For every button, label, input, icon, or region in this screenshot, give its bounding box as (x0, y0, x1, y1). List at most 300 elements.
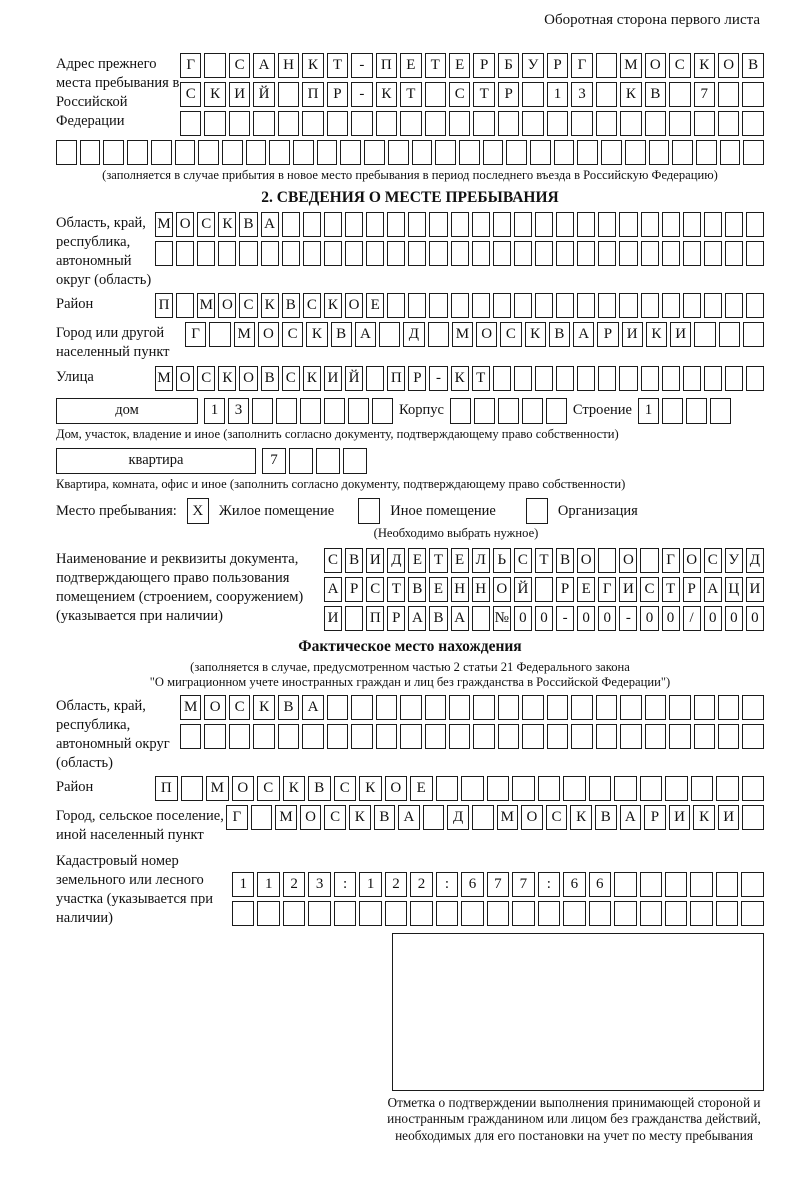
char-box[interactable]: А (355, 322, 376, 347)
char-box[interactable]: Е (449, 53, 470, 78)
char-box[interactable] (127, 140, 148, 165)
char-box[interactable] (324, 398, 345, 424)
char-box[interactable] (423, 805, 445, 830)
char-box[interactable]: А (302, 695, 323, 720)
char-box[interactable] (425, 111, 446, 136)
char-box[interactable]: В (308, 776, 331, 801)
checkbox-org[interactable] (526, 498, 548, 524)
char-box[interactable] (449, 111, 470, 136)
char-box[interactable] (720, 140, 741, 165)
char-box[interactable] (229, 724, 250, 749)
char-box[interactable] (408, 293, 426, 318)
char-box[interactable]: 7 (487, 872, 509, 897)
char-box[interactable] (493, 366, 511, 391)
char-box[interactable]: К (253, 695, 274, 720)
char-box[interactable]: 3 (308, 872, 330, 897)
char-box[interactable] (229, 111, 250, 136)
char-box[interactable] (252, 398, 273, 424)
char-box[interactable]: П (366, 606, 384, 631)
char-box[interactable] (80, 140, 101, 165)
char-box[interactable] (547, 695, 568, 720)
char-box[interactable] (556, 366, 574, 391)
char-box[interactable] (742, 805, 764, 830)
char-box[interactable] (498, 398, 519, 424)
char-box[interactable]: В (331, 322, 352, 347)
char-box[interactable]: А (408, 606, 426, 631)
char-box[interactable]: С (197, 366, 215, 391)
char-box[interactable]: Р (498, 82, 519, 107)
char-box[interactable] (372, 398, 393, 424)
char-box[interactable]: 1 (232, 872, 254, 897)
char-box[interactable] (103, 140, 124, 165)
char-box[interactable]: 1 (257, 872, 279, 897)
char-box[interactable] (577, 241, 595, 266)
char-box[interactable] (746, 293, 764, 318)
char-box[interactable] (351, 111, 372, 136)
char-box[interactable] (257, 901, 279, 926)
char-box[interactable] (222, 140, 243, 165)
char-box[interactable] (742, 695, 763, 720)
char-box[interactable] (563, 776, 586, 801)
char-box[interactable] (662, 212, 680, 237)
char-box[interactable] (690, 901, 712, 926)
char-box[interactable] (449, 695, 470, 720)
char-box[interactable] (155, 241, 173, 266)
char-box[interactable] (716, 776, 739, 801)
char-box[interactable] (385, 901, 407, 926)
char-box[interactable] (625, 140, 646, 165)
char-box[interactable] (327, 724, 348, 749)
char-box[interactable]: Н (472, 577, 490, 602)
char-box[interactable] (278, 82, 299, 107)
char-box[interactable] (746, 366, 764, 391)
char-box[interactable]: Е (410, 776, 433, 801)
char-box[interactable]: В (549, 322, 570, 347)
char-box[interactable] (302, 111, 323, 136)
char-box[interactable] (425, 695, 446, 720)
char-box[interactable] (400, 724, 421, 749)
char-box[interactable] (387, 293, 405, 318)
char-box[interactable] (253, 111, 274, 136)
char-box[interactable] (429, 212, 447, 237)
char-box[interactable]: 0 (704, 606, 722, 631)
char-box[interactable] (571, 111, 592, 136)
char-box[interactable] (665, 872, 687, 897)
char-box[interactable]: М (206, 776, 229, 801)
char-box[interactable] (563, 901, 585, 926)
char-box[interactable] (725, 366, 743, 391)
char-box[interactable]: 1 (204, 398, 225, 424)
char-box[interactable] (388, 140, 409, 165)
char-box[interactable]: О (577, 548, 595, 573)
char-box[interactable]: 1 (359, 872, 381, 897)
char-box[interactable] (412, 140, 433, 165)
char-box[interactable]: О (521, 805, 543, 830)
char-box[interactable]: В (239, 212, 257, 237)
char-box[interactable] (538, 776, 561, 801)
char-box[interactable] (547, 724, 568, 749)
char-box[interactable]: К (376, 82, 397, 107)
char-box[interactable]: Й (253, 82, 274, 107)
char-box[interactable]: С (334, 776, 357, 801)
char-box[interactable] (696, 140, 717, 165)
char-box[interactable] (641, 366, 659, 391)
char-box[interactable]: С (546, 805, 568, 830)
char-box[interactable]: : (436, 872, 458, 897)
char-box[interactable]: К (349, 805, 371, 830)
char-box[interactable] (690, 872, 712, 897)
char-box[interactable] (180, 724, 201, 749)
char-box[interactable] (425, 724, 446, 749)
char-box[interactable] (589, 901, 611, 926)
char-box[interactable] (483, 140, 504, 165)
char-box[interactable] (514, 293, 532, 318)
char-box[interactable] (741, 901, 763, 926)
char-box[interactable]: М (452, 322, 473, 347)
char-box[interactable] (704, 212, 722, 237)
char-box[interactable]: Р (547, 53, 568, 78)
char-box[interactable] (327, 111, 348, 136)
char-box[interactable] (400, 695, 421, 720)
char-box[interactable]: С (324, 805, 346, 830)
char-box[interactable]: К (204, 82, 225, 107)
char-box[interactable]: В (278, 695, 299, 720)
char-box[interactable]: М (497, 805, 519, 830)
char-box[interactable]: О (345, 293, 363, 318)
char-box[interactable]: Т (535, 548, 553, 573)
char-box[interactable] (435, 140, 456, 165)
char-box[interactable]: Т (429, 548, 447, 573)
char-box[interactable] (640, 901, 662, 926)
char-box[interactable]: С (229, 695, 250, 720)
char-box[interactable]: П (376, 53, 397, 78)
char-box[interactable]: Е (408, 548, 426, 573)
char-box[interactable]: Е (429, 577, 447, 602)
char-box[interactable]: Т (472, 366, 490, 391)
char-box[interactable] (662, 241, 680, 266)
char-box[interactable] (303, 212, 321, 237)
char-box[interactable] (716, 872, 738, 897)
char-box[interactable] (596, 111, 617, 136)
char-box[interactable]: Г (180, 53, 201, 78)
char-box[interactable]: И (324, 366, 342, 391)
char-box[interactable] (473, 111, 494, 136)
char-box[interactable] (743, 322, 764, 347)
char-box[interactable] (410, 901, 432, 926)
char-box[interactable]: И (324, 606, 342, 631)
char-box[interactable]: 0 (535, 606, 553, 631)
char-box[interactable] (376, 111, 397, 136)
char-box[interactable]: П (155, 776, 178, 801)
char-box[interactable] (725, 241, 743, 266)
char-box[interactable] (641, 293, 659, 318)
char-box[interactable] (530, 140, 551, 165)
char-box[interactable] (429, 241, 447, 266)
char-box[interactable] (459, 140, 480, 165)
char-box[interactable]: О (493, 577, 511, 602)
char-box[interactable] (718, 695, 739, 720)
char-box[interactable] (741, 872, 763, 897)
char-box[interactable]: / (683, 606, 701, 631)
char-box[interactable] (429, 293, 447, 318)
char-box[interactable]: П (155, 293, 173, 318)
char-box[interactable] (669, 695, 690, 720)
char-box[interactable] (175, 140, 196, 165)
char-box[interactable] (716, 901, 738, 926)
char-box[interactable]: 0 (746, 606, 764, 631)
char-box[interactable]: С (180, 82, 201, 107)
char-box[interactable] (718, 111, 739, 136)
char-box[interactable]: 7 (694, 82, 715, 107)
char-box[interactable] (282, 212, 300, 237)
char-box[interactable] (366, 241, 384, 266)
char-box[interactable] (596, 82, 617, 107)
char-box[interactable]: И (718, 805, 740, 830)
char-box[interactable] (704, 293, 722, 318)
char-box[interactable] (498, 695, 519, 720)
char-box[interactable]: 0 (725, 606, 743, 631)
char-box[interactable]: И (746, 577, 764, 602)
char-box[interactable] (246, 140, 267, 165)
char-box[interactable]: К (306, 322, 327, 347)
char-box[interactable] (669, 82, 690, 107)
char-box[interactable] (694, 695, 715, 720)
char-box[interactable]: Д (403, 322, 424, 347)
char-box[interactable]: О (258, 322, 279, 347)
char-box[interactable] (450, 398, 471, 424)
char-box[interactable] (694, 724, 715, 749)
char-box[interactable] (522, 724, 543, 749)
char-box[interactable] (710, 398, 731, 424)
char-box[interactable] (472, 805, 494, 830)
char-box[interactable]: Г (662, 548, 680, 573)
char-box[interactable]: Г (226, 805, 248, 830)
char-box[interactable]: 2 (410, 872, 432, 897)
char-box[interactable] (198, 140, 219, 165)
char-box[interactable] (556, 241, 574, 266)
char-box[interactable] (474, 398, 495, 424)
char-box[interactable] (324, 212, 342, 237)
char-box[interactable] (522, 398, 543, 424)
char-box[interactable] (620, 724, 641, 749)
char-box[interactable]: Д (746, 548, 764, 573)
char-box[interactable]: : (334, 872, 356, 897)
char-box[interactable] (449, 724, 470, 749)
char-box[interactable] (669, 111, 690, 136)
char-box[interactable] (428, 322, 449, 347)
char-box[interactable] (640, 872, 662, 897)
char-box[interactable] (261, 241, 279, 266)
char-box[interactable]: И (669, 805, 691, 830)
char-box[interactable]: С (282, 322, 303, 347)
char-box[interactable]: Р (683, 577, 701, 602)
char-box[interactable]: Е (577, 577, 595, 602)
char-box[interactable] (746, 241, 764, 266)
char-box[interactable]: О (176, 212, 194, 237)
char-box[interactable] (472, 241, 490, 266)
char-box[interactable]: В (374, 805, 396, 830)
char-box[interactable]: Е (451, 548, 469, 573)
char-box[interactable]: Р (473, 53, 494, 78)
char-box[interactable]: И (366, 548, 384, 573)
char-box[interactable]: С (303, 293, 321, 318)
char-box[interactable]: О (683, 548, 701, 573)
char-box[interactable] (303, 241, 321, 266)
char-box[interactable]: О (239, 366, 257, 391)
char-box[interactable]: 0 (577, 606, 595, 631)
char-box[interactable] (506, 140, 527, 165)
char-box[interactable]: В (595, 805, 617, 830)
char-box[interactable] (461, 901, 483, 926)
char-box[interactable]: Р (387, 606, 405, 631)
char-box[interactable] (472, 293, 490, 318)
char-box[interactable]: С (704, 548, 722, 573)
char-box[interactable] (204, 111, 225, 136)
char-box[interactable] (522, 695, 543, 720)
char-box[interactable] (598, 548, 616, 573)
char-box[interactable] (725, 293, 743, 318)
char-box[interactable]: 2 (283, 872, 305, 897)
char-box[interactable] (512, 901, 534, 926)
char-box[interactable]: Г (571, 53, 592, 78)
char-box[interactable]: М (234, 322, 255, 347)
char-box[interactable] (282, 241, 300, 266)
char-box[interactable]: О (176, 366, 194, 391)
char-box[interactable] (601, 140, 622, 165)
char-box[interactable] (672, 140, 693, 165)
char-box[interactable] (209, 322, 230, 347)
char-box[interactable]: X (187, 498, 209, 524)
char-box[interactable] (180, 111, 201, 136)
char-box[interactable]: И (622, 322, 643, 347)
char-box[interactable] (619, 241, 637, 266)
char-box[interactable]: 2 (385, 872, 407, 897)
char-box[interactable]: 0 (514, 606, 532, 631)
char-box[interactable] (345, 212, 363, 237)
char-box[interactable] (232, 901, 254, 926)
char-box[interactable]: А (398, 805, 420, 830)
char-box[interactable]: С (257, 776, 280, 801)
char-box[interactable] (351, 695, 372, 720)
char-box[interactable]: Н (278, 53, 299, 78)
char-box[interactable]: О (204, 695, 225, 720)
char-box[interactable] (619, 293, 637, 318)
char-box[interactable] (316, 448, 340, 474)
char-box[interactable] (293, 140, 314, 165)
char-box[interactable] (683, 212, 701, 237)
char-box[interactable] (387, 241, 405, 266)
char-box[interactable] (577, 366, 595, 391)
char-box[interactable]: 3 (228, 398, 249, 424)
char-box[interactable]: С (239, 293, 257, 318)
char-box[interactable] (204, 53, 225, 78)
char-box[interactable] (718, 82, 739, 107)
char-box[interactable] (571, 724, 592, 749)
char-box[interactable]: Т (662, 577, 680, 602)
char-box[interactable]: С (640, 577, 658, 602)
char-box[interactable] (598, 366, 616, 391)
char-box[interactable]: М (275, 805, 297, 830)
char-box[interactable] (269, 140, 290, 165)
char-box[interactable] (662, 293, 680, 318)
char-box[interactable] (719, 322, 740, 347)
char-box[interactable] (473, 724, 494, 749)
char-box[interactable] (535, 241, 553, 266)
char-box[interactable] (472, 212, 490, 237)
char-box[interactable]: Й (345, 366, 363, 391)
char-box[interactable]: - (429, 366, 447, 391)
char-box[interactable] (645, 695, 666, 720)
char-box[interactable] (359, 901, 381, 926)
char-box[interactable] (577, 212, 595, 237)
char-box[interactable] (197, 241, 215, 266)
char-box[interactable]: О (718, 53, 739, 78)
char-box[interactable]: К (646, 322, 667, 347)
char-box[interactable]: А (573, 322, 594, 347)
char-box[interactable]: 6 (563, 872, 585, 897)
char-box[interactable] (554, 140, 575, 165)
char-box[interactable]: Т (387, 577, 405, 602)
char-box[interactable] (493, 241, 511, 266)
char-box[interactable] (571, 695, 592, 720)
char-box[interactable]: К (302, 53, 323, 78)
char-box[interactable] (514, 241, 532, 266)
char-box[interactable] (253, 724, 274, 749)
char-box[interactable]: Т (473, 82, 494, 107)
char-box[interactable]: Б (498, 53, 519, 78)
char-box[interactable] (239, 241, 257, 266)
char-box[interactable] (376, 695, 397, 720)
char-box[interactable]: Е (400, 53, 421, 78)
char-box[interactable] (556, 293, 574, 318)
char-box[interactable]: К (694, 53, 715, 78)
char-box[interactable] (300, 398, 321, 424)
char-box[interactable]: В (556, 548, 574, 573)
char-box[interactable]: И (619, 577, 637, 602)
char-box[interactable] (619, 212, 637, 237)
char-box[interactable] (473, 695, 494, 720)
char-box[interactable] (596, 53, 617, 78)
char-box[interactable]: К (261, 293, 279, 318)
char-box[interactable] (366, 366, 384, 391)
char-box[interactable]: К (303, 366, 321, 391)
char-box[interactable] (425, 82, 446, 107)
char-box[interactable]: 6 (589, 872, 611, 897)
char-box[interactable]: 1 (638, 398, 659, 424)
char-box[interactable] (620, 695, 641, 720)
checkbox-inoe[interactable] (358, 498, 380, 524)
char-box[interactable] (451, 212, 469, 237)
char-box[interactable] (645, 724, 666, 749)
char-box[interactable] (589, 776, 612, 801)
char-box[interactable]: Л (472, 548, 490, 573)
char-box[interactable] (204, 724, 225, 749)
char-box[interactable]: Р (345, 577, 363, 602)
char-box[interactable]: К (218, 366, 236, 391)
char-box[interactable]: Ц (725, 577, 743, 602)
char-box[interactable] (683, 293, 701, 318)
char-box[interactable] (641, 212, 659, 237)
char-box[interactable] (718, 724, 739, 749)
char-box[interactable]: В (345, 548, 363, 573)
char-box[interactable] (387, 212, 405, 237)
char-box[interactable]: Ь (493, 548, 511, 573)
char-box[interactable]: В (408, 577, 426, 602)
char-box[interactable]: Т (425, 53, 446, 78)
char-box[interactable]: С (229, 53, 250, 78)
char-box[interactable]: Й (514, 577, 532, 602)
char-box[interactable] (538, 901, 560, 926)
